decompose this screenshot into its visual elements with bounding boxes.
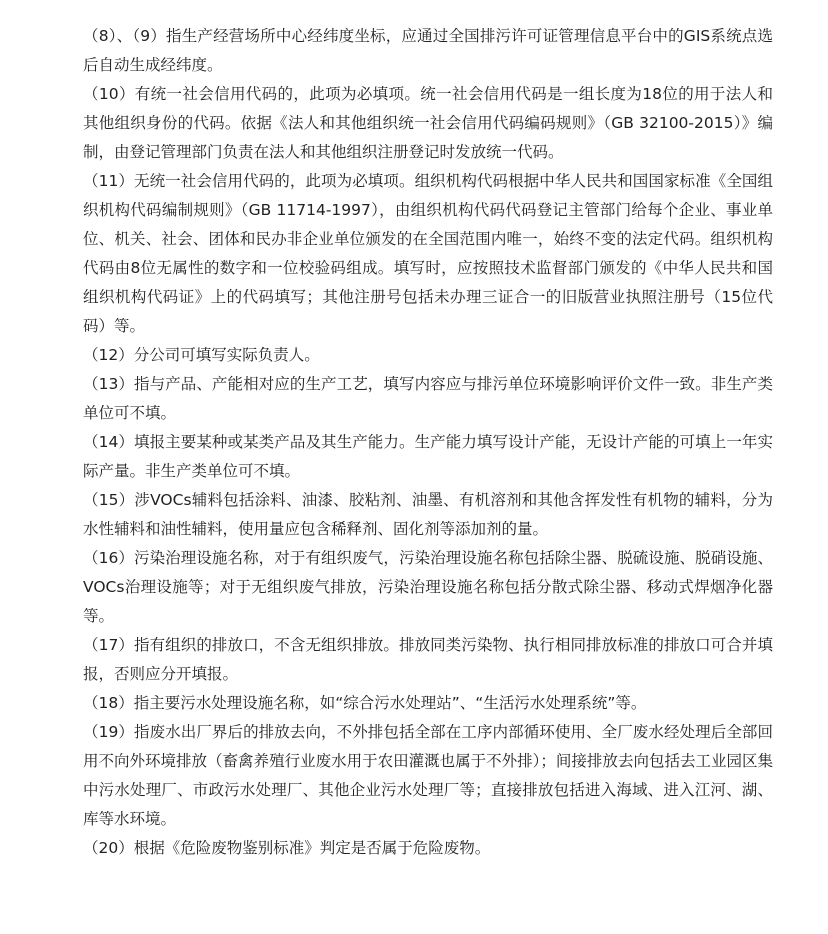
note-14: （14）填报主要某种或某类产品及其生产能力。生产能力填写设计产能，无设计产能的可填上一年实际产量。非生产类单位可不填。 xyxy=(83,433,773,480)
note-20: （20）根据《危险废物鉴别标准》判定是否属于危险废物。 xyxy=(83,839,491,857)
note-8-9: （8）、（9）指生产经营场所中心经纬度坐标，应通过全国排污许可证管理信息平台中的GIS系统点选后自动生成经纬度。 xyxy=(83,27,773,74)
note-13: （13）指与产品、产能相对应的生产工艺，填写内容应与排污单位环境影响评价文件一致。非生产类单位可不填。 xyxy=(83,375,773,422)
note-18: （18）指主要污水处理设施名称，如“综合污水处理站”、“生活污水处理系统”等。 xyxy=(83,694,647,712)
note-16: （16）污染治理设施名称，对于有组织废气，污染治理设施名称包括除尘器、脱硫设施、脱硝设施、VOCs治理设施等；对于无组织废气排放，污染治理设施名称包括分散式除尘器、移动式焊烟净化器等。 xyxy=(83,549,773,625)
notes-list xyxy=(83,22,773,863)
note-11: （11）无统一社会信用代码的，此项为必填项。组织机构代码根据中华人民共和国国家标准《全国组织机构代码编制规则》（GB 11714-1997），由组织机构代码代码登记主管部门给每个企业、事业单位、机关、社会、团体和民办非企业单位颁发的在全国范围内唯一，始终不变的法定代码。组织机构代码由8位无属性的数字和一位校验码组成。填写时，应按照技术监督部门颁发的《中华人民共和国组织机构代码证》上的代码填写；其他注册号包括未办理三证合一的旧版营业执照注册号（15位代码）等。 xyxy=(83,172,773,335)
note-10: （10）有统一社会信用代码的，此项为必填项。统一社会信用代码是一组长度为18位的用于法人和其他组织身份的代码。依据《法人和其他组织统一社会信用代码编码规则》（GB 32100-2015）》编制，由登记管理部门负责在法人和其他组织注册登记时发放统一代码。 xyxy=(83,85,773,161)
note-17: （17）指有组织的排放口，不含无组织排放。排放同类污染物、执行相同排放标准的排放口可合并填报，否则应分开填报。 xyxy=(83,636,773,683)
note-15: （15）涉VOCs辅料包括涂料、油漆、胶粘剂、油墨、有机溶剂和其他含挥发性有机物的辅料，分为水性辅料和油性辅料，使用量应包含稀释剂、固化剂等添加剂的量。 xyxy=(83,491,773,538)
note-12: （12）分公司可填写实际负责人。 xyxy=(83,346,320,364)
note-19: （19）指废水出厂界后的排放去向，不外排包括全部在工序内部循环使用、全厂废水经处理后全部回用不向外环境排放（畜禽养殖行业废水用于农田灌溉也属于不外排）；间接排放去向包括去工业园区集中污水处理厂、市政污水处理厂、其他企业污水处理厂等；直接排放包括进入海域、进入江河、湖、库等水环境。 xyxy=(83,723,773,828)
